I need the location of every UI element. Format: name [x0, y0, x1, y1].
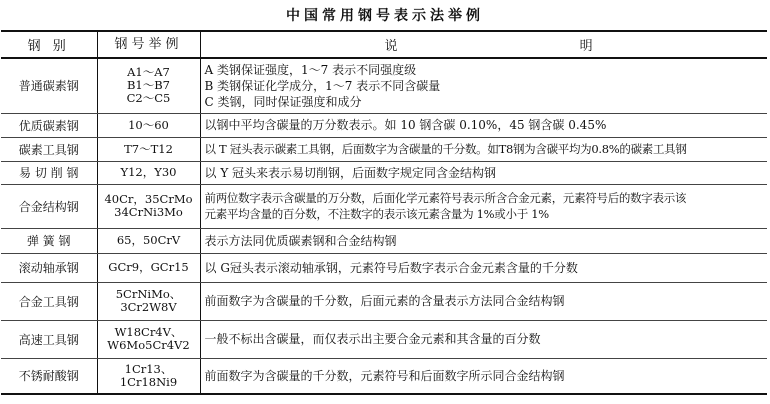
row-grades: [97, 228, 200, 253]
table-row: [1, 161, 767, 184]
table-row: [1, 137, 767, 161]
grade-example: 65，50CrV: [116, 233, 181, 247]
table-row: [1, 282, 767, 320]
table-row: [1, 358, 767, 394]
grade-example: W18Cr4V、: [114, 325, 183, 339]
row-description: [200, 358, 767, 394]
row-description: [200, 161, 767, 184]
table-title: 中国常用钢号表示法举例: [286, 8, 484, 24]
description-line: 以 Y 冠头来表示易切削钢，后面数字规定同含金结构钢: [204, 165, 497, 180]
steel-grade-table: [1, 30, 767, 395]
row-category: 合金工具钢: [1, 282, 97, 320]
grade-example: Y12，Y30: [120, 165, 177, 179]
description-line: 以钢中平均含碳量的万分数表示。如 10 钢含碳 0.10%，45 钢含碳 0.45%: [204, 118, 607, 132]
grade-example: 1Cr18Ni9: [119, 374, 178, 389]
grade-example: 5CrNiMo、: [115, 287, 182, 301]
description-line: 前面数字为含碳量的千分数，元素符号和后面数字所示同合金结构钢: [204, 368, 565, 383]
row-category: 弹 簧 钢: [1, 228, 97, 253]
header-desc-left: 说: [384, 39, 402, 54]
description-line: C 类钢，同时保证强度和成分: [204, 94, 362, 109]
row-category: 普通碳素钢: [1, 58, 97, 113]
table-row: [1, 253, 767, 282]
row-category: 高速工具钢: [1, 320, 97, 358]
row-grades: [97, 58, 200, 113]
table-row: [1, 113, 767, 137]
grade-example: 34CrNi3Mo: [114, 205, 183, 219]
row-grades: [97, 282, 200, 320]
row-category: 易 切 削 钢: [1, 161, 97, 184]
grade-example: A1～A7: [127, 65, 170, 80]
table-row: [1, 228, 767, 253]
table-row: [1, 58, 767, 113]
grade-example: W6Mo5Cr4V2: [107, 338, 190, 352]
grade-example: 10～60: [128, 117, 169, 132]
description-line: 表示方法同优质碳素钢和合金结构钢: [204, 233, 397, 248]
grade-example: GCr9，GCr15: [108, 260, 189, 274]
row-category: 优质碳素钢: [1, 113, 97, 137]
row-description: [200, 253, 767, 282]
description-line: 以 T 冠头表示碳素工具钢，后面数字为含碳量的千分数。如T8钢为含碳平均为0.8%的碳素工具钢: [204, 142, 687, 156]
grade-example: 3Cr2W8V: [120, 300, 177, 314]
row-grades: [97, 184, 200, 228]
header-category: 钢 别: [1, 31, 97, 58]
row-grades: [97, 320, 200, 358]
grade-example: B1～B7: [126, 78, 171, 93]
header-grade: 钢号举例: [97, 31, 200, 58]
row-description: [200, 113, 767, 137]
table-header: [1, 31, 767, 58]
row-category: 合金结构钢: [1, 184, 97, 228]
row-description: [200, 282, 767, 320]
header-description: [200, 31, 767, 58]
table-row: [1, 320, 767, 358]
row-description: [200, 228, 767, 253]
row-grades: [97, 161, 200, 184]
header-desc-right: 明: [579, 39, 597, 54]
table-row: [1, 184, 767, 228]
header-row: [1, 31, 767, 58]
row-description: [200, 184, 767, 228]
row-description: [200, 137, 767, 161]
row-grades: [97, 113, 200, 137]
grade-example: T7～T12: [124, 141, 173, 156]
description-line: 前两位数字表示含碳量的万分数，后面化学元素符号表示所含合金元素，元素符号后的数字表示该: [204, 191, 687, 205]
row-category: 不锈耐酸钢: [1, 358, 97, 394]
grade-example: 1Cr13、: [124, 361, 173, 376]
row-grades: [97, 137, 200, 161]
description-line: 元素平均含量的百分数，不注数字的表示该元素含量为 1%或小于 1%: [204, 207, 549, 221]
row-grades: [97, 253, 200, 282]
description-line: B 类钢保证化学成分，1～7 表示不同含碳量: [204, 78, 441, 93]
description-line: A 类钢保证强度，1～7 表示不同强度级: [204, 62, 417, 77]
row-category: 滚动轴承钢: [1, 253, 97, 282]
grade-example: C2～C5: [126, 91, 171, 106]
row-description: [200, 320, 767, 358]
row-description: [200, 58, 767, 113]
grade-example: 40Cr，35CrMo: [104, 192, 193, 206]
description-line: 前面数字为含碳量的千分数，后面元素的含量表示方法同合金结构钢: [204, 294, 565, 308]
description-line: 以 G冠头表示滚动轴承钢，元素符号后数字表示合金元素含量的千分数: [204, 260, 578, 275]
description-line: 一般不标出含碳量，而仅表示出主要合金元素和其含量的百分数: [204, 332, 541, 346]
row-category: 碳素工具钢: [1, 137, 97, 161]
row-grades: [97, 358, 200, 394]
